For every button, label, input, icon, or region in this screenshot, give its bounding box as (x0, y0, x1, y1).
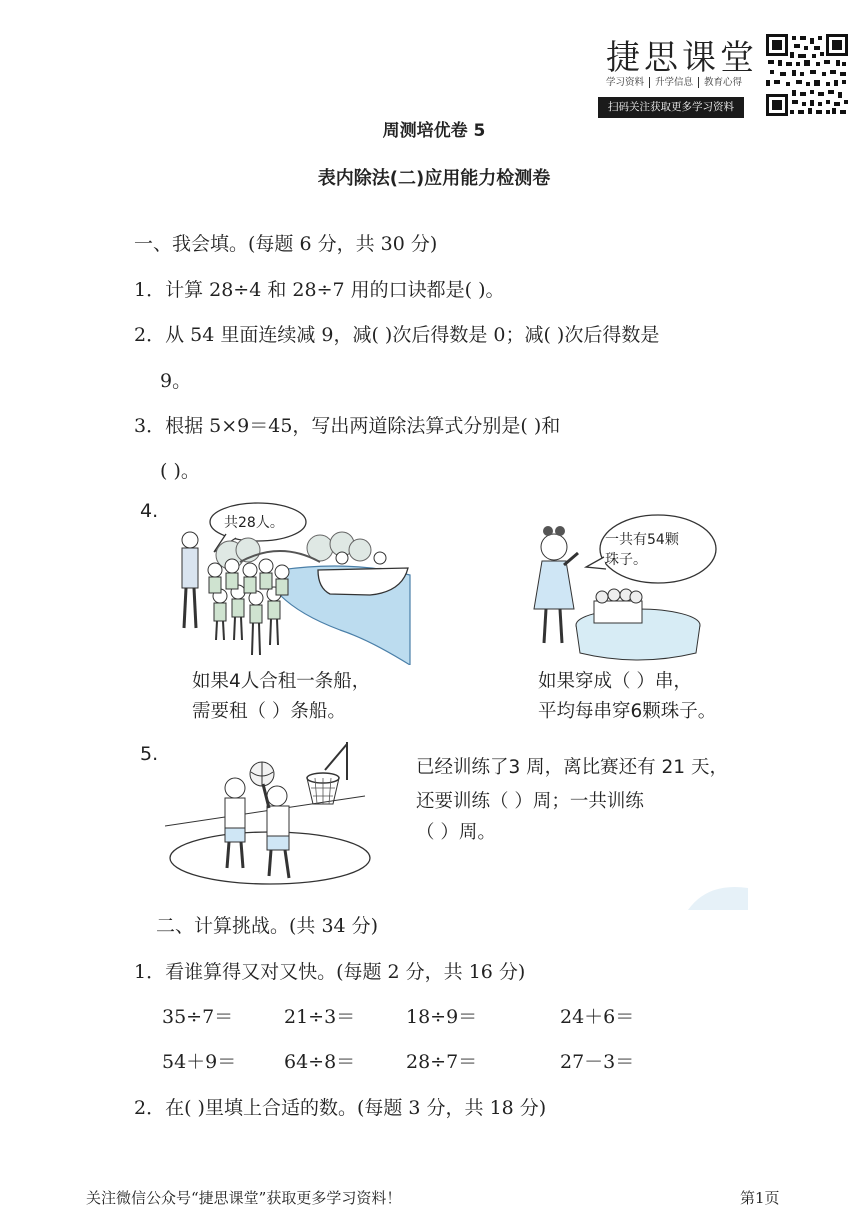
section1-heading: 一、我会填。(每题 6 分，共 30 分) (134, 233, 438, 255)
calc-item: 24＋6＝ (560, 1006, 635, 1028)
section2-heading: 二、计算挑战。(共 34 分) (156, 915, 379, 937)
brand-tag: 教育心得 (704, 77, 743, 88)
q5-text-line2: 还要训练（ ）周；一共训练 (416, 791, 644, 812)
q4-left-text-line2: 需要租（ ）条船。 (192, 701, 346, 722)
page-subtitle: 表内除法(二)应用能力检测卷 (317, 168, 551, 189)
q4-left-text-line1: 如果4人合租一条船， (192, 671, 371, 692)
calc-item: 28÷7＝ (406, 1051, 478, 1073)
qr-code-icon (766, 34, 848, 116)
brand-banner: 扫码关注获取更多学习资料 (598, 97, 744, 118)
boat-rental-illustration (170, 500, 420, 665)
brand-logo-text: 捷思课堂 (606, 38, 758, 78)
page-number: 第1页 (740, 1189, 780, 1207)
calc-item: 18÷9＝ (406, 1006, 478, 1028)
page-title: 周测培优卷 5 (382, 121, 486, 141)
brand-tag: 学习资料 (601, 77, 650, 88)
speech-bubble-left: 共28人。 (224, 515, 284, 531)
section2-question-2: 2．在( )里填上合适的数。(每题 3 分，共 18 分) (134, 1097, 547, 1119)
question-2-line2: 9。 (160, 370, 192, 392)
calc-item: 64÷8＝ (284, 1051, 356, 1073)
question-5-number: 5. (140, 743, 159, 765)
q5-text-line3: （ ）周。 (416, 822, 496, 843)
calc-item: 27－3＝ (560, 1051, 635, 1073)
q4-right-text-line1: 如果穿成（ ）串， (538, 671, 692, 692)
q5-text-line1: 已经训练了3 周，离比赛还有 21 天， (416, 757, 728, 778)
footer-note: 关注微信公众号“捷思课堂”获取更多学习资料！ (86, 1189, 402, 1207)
watermark-shape-icon (688, 880, 748, 910)
calc-item: 35÷7＝ (162, 1006, 234, 1028)
girl-beads-illustration (528, 505, 718, 665)
question-3-line1: 3．根据 5×9＝45，写出两道除法算式分别是( )和 (134, 415, 561, 437)
question-2-line1: 2．从 54 里面连续减 9，减( )次后得数是 0；减( )次后得数是 (134, 324, 660, 346)
calc-item: 21÷3＝ (284, 1006, 356, 1028)
question-1: 1．计算 28÷4 和 28÷7 用的口诀都是( )。 (134, 279, 505, 301)
speech-bubble-right-line2: 珠子。 (605, 552, 647, 568)
q4-right-text-line2: 平均每串穿6颗珠子。 (538, 701, 717, 722)
calc-item: 54＋9＝ (162, 1051, 237, 1073)
brand-tags (601, 74, 747, 88)
brand-tag: 升学信息 (650, 77, 699, 88)
basketball-training-illustration (165, 740, 375, 890)
question-4-number: 4. (140, 500, 159, 522)
speech-bubble-right-line1: 一共有54颗 (605, 532, 679, 548)
section2-question-1: 1．看谁算得又对又快。(每题 2 分，共 16 分) (134, 961, 526, 983)
question-3-line2: ( )。 (160, 460, 200, 482)
